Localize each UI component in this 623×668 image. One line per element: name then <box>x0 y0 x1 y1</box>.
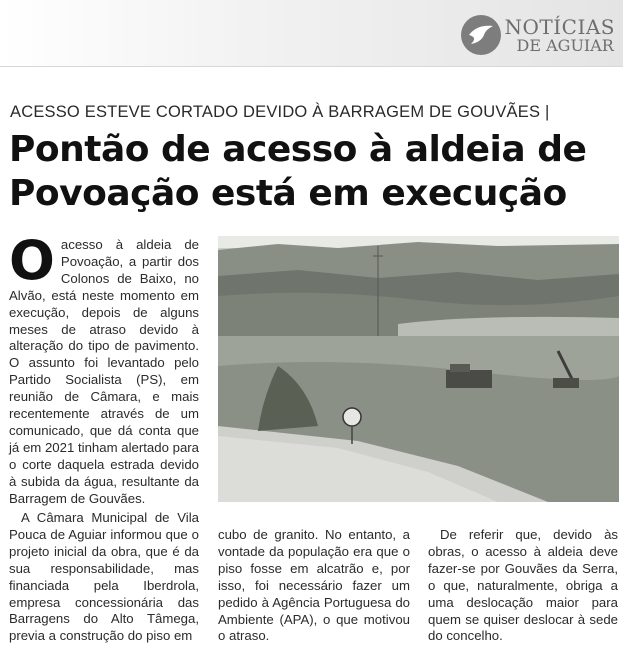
article-column-1-continued <box>9 510 199 645</box>
article-kicker: ACESSO ESTEVE CORTADO DEVIDO À BARRAGEM DE GOUVÃES | <box>10 103 550 121</box>
logo-title: NOTÍCIAS <box>504 14 615 39</box>
article-column-3 <box>428 527 618 645</box>
article-paragraph-3: cubo de granito. No entanto, a vontade da população era que o piso fosse em alcatrão e, por isso, foi necessário fazer um pedido à Agência Portuguesa do Ambiente (APA), o que motivou o atraso. <box>218 527 410 644</box>
article-paragraph-1: acesso à aldeia de Povoação, a partir dos Colonos de Baixo, no Alvão, está neste momento em execução, depois de alguns meses de atraso devido à alteração do tipo de pavimento. O assunto foi levantado pelo Partido Socialista (PS), em reunião de Câmara, e mais recentemente através de um comunicado, que dá conta que já em 2021 tinham alertado para o corte daquela estrada devido à subida da água, resultante da Barragem de Gouvães. <box>9 237 199 506</box>
article-paragraph-2: A Câmara Municipal de Vila Pouca de Aguiar informou que o projeto inicial da obra, que é da sua responsabilidade, mas financiada pela Iberdrola, empresa concessionária das Barragens do Alto Tâmega, previa a construção do piso em <box>9 510 199 644</box>
bird-icon <box>461 15 501 55</box>
masthead-divider <box>0 66 623 67</box>
article-paragraph-4: De referir que, devido às obras, o acesso à aldeia deve fazer-se por Gouvães da Serra, o que, naturalmente, obriga a uma deslocação maior para quem se quiser deslocar à sede do concelho. <box>428 527 618 644</box>
article-column-1 <box>9 229 199 508</box>
publication-logo[interactable] <box>461 13 615 57</box>
logo-subtitle: DE AGUIAR <box>516 35 614 55</box>
drop-cap: O <box>9 229 55 292</box>
article-headline: Pontão de acesso à aldeia de Povoação está em execução <box>9 129 587 214</box>
article-photo <box>218 236 619 502</box>
article-column-2 <box>218 527 410 645</box>
